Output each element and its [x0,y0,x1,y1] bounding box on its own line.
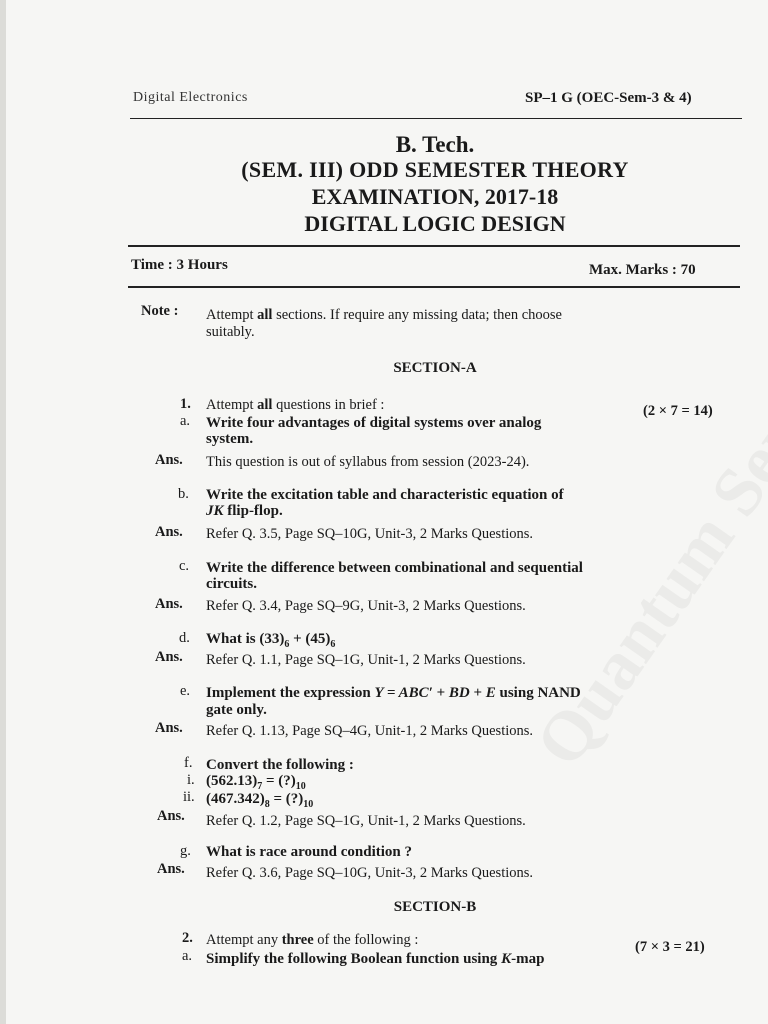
note-text-line2: suitably. [206,324,255,340]
part-f-i-label: i. [187,772,195,788]
part-g-label: g. [180,843,191,859]
note-text: Attempt all sections. If require any missing data; then choose [206,307,562,323]
part-b-question-line2: JK flip-flop. [206,503,283,519]
part-b-ans-label: Ans. [155,524,183,540]
part-f-question: Convert the following : [206,757,354,773]
part-b-question: Write the excitation table and characteristic equation of [206,487,564,503]
part-f-ii-expression: $(467.342)_8$ = $(?)_{10}$ [206,791,314,810]
part-d-question: What is $(33)_6 + (45)_6$ [206,631,336,650]
part-f-label: f. [184,755,193,771]
q1-instruction: Attempt all questions in brief : [206,397,385,413]
part-e-question-line2: gate only. [206,702,267,718]
part-b-answer: Refer Q. 3.5, Page SQ–10G, Unit-3, 2 Marks Questions. [206,526,534,542]
running-header-right: SP–1 G (OEC-Sem-3 & 4) [525,90,692,106]
exam-time: Time : 3 Hours [131,257,228,273]
section-b-heading: SECTION-B [393,899,477,915]
header-rule [130,118,742,119]
part-c-question-line2: circuits. [206,576,257,592]
part-d-ans-label: Ans. [155,649,183,665]
part-a-answer: This question is out of syllabus from session (2023-24). [206,454,530,470]
q2-instruction: Attempt any three of the following : [206,932,419,948]
semester-title: (SEM. III) ODD SEMESTER THEORY [241,157,629,182]
part-e-question: Implement the expression Y = ABC′ + BD + E using NAND [206,685,581,701]
subject-title: DIGITAL LOGIC DESIGN [304,211,566,236]
part-g-question: What is race around condition ? [206,844,412,860]
part-c-ans-label: Ans. [155,596,183,612]
part-f-ii-label: ii. [183,789,195,805]
section-a-heading: SECTION-A [393,360,477,376]
note-label: Note : [141,303,179,319]
part-g-answer: Refer Q. 3.6, Page SQ–10G, Unit-3, 2 Marks Questions. [206,865,534,881]
part-a-label: a. [180,413,191,429]
running-header-left: Digital Electronics [133,90,248,105]
q1-number: 1. [180,396,191,412]
part-e-answer: Refer Q. 1.13, Page SQ–4G, Unit-1, 2 Marks Questions. [206,723,534,739]
q2-part-a-question: Simplify the following Boolean function using K-map [206,951,545,967]
q1-marks: (2 × 7 = 14) [643,403,713,419]
title-rule-bottom [128,286,740,288]
q2-marks: (7 × 3 = 21) [635,939,705,955]
part-b-label: b. [178,486,189,502]
part-f-answer: Refer Q. 1.2, Page SQ–1G, Unit-1, 2 Marks Questions. [206,813,526,829]
q2-part-a-label: a. [182,948,193,964]
max-marks: Max. Marks : 70 [589,262,696,278]
part-a-question: Write four advantages of digital systems over analog [206,415,542,431]
title-rule-top [128,245,740,247]
part-g-ans-label: Ans. [157,861,185,877]
part-c-label: c. [179,558,190,574]
part-a-ans-label: Ans. [155,452,183,468]
part-f-i-expression: $(562.13)_7$ = $(?)_{10}$ [206,773,306,792]
part-a-question-line2: system. [206,431,254,447]
part-f-ans-label: Ans. [157,808,185,824]
page-edge-shadow [0,0,6,1024]
q2-number: 2. [182,930,193,946]
part-c-answer: Refer Q. 3.4, Page SQ–9G, Unit-3, 2 Marks Questions. [206,598,526,614]
exam-year-title: EXAMINATION, 2017-18 [311,184,559,209]
part-c-question: Write the difference between combinational and sequential [206,560,583,576]
degree-title: B. Tech. [395,132,475,157]
part-d-label: d. [179,630,190,646]
part-e-label: e. [180,683,191,699]
part-d-answer: Refer Q. 1.1, Page SQ–1G, Unit-1, 2 Marks Questions. [206,652,526,668]
part-e-ans-label: Ans. [155,720,183,736]
